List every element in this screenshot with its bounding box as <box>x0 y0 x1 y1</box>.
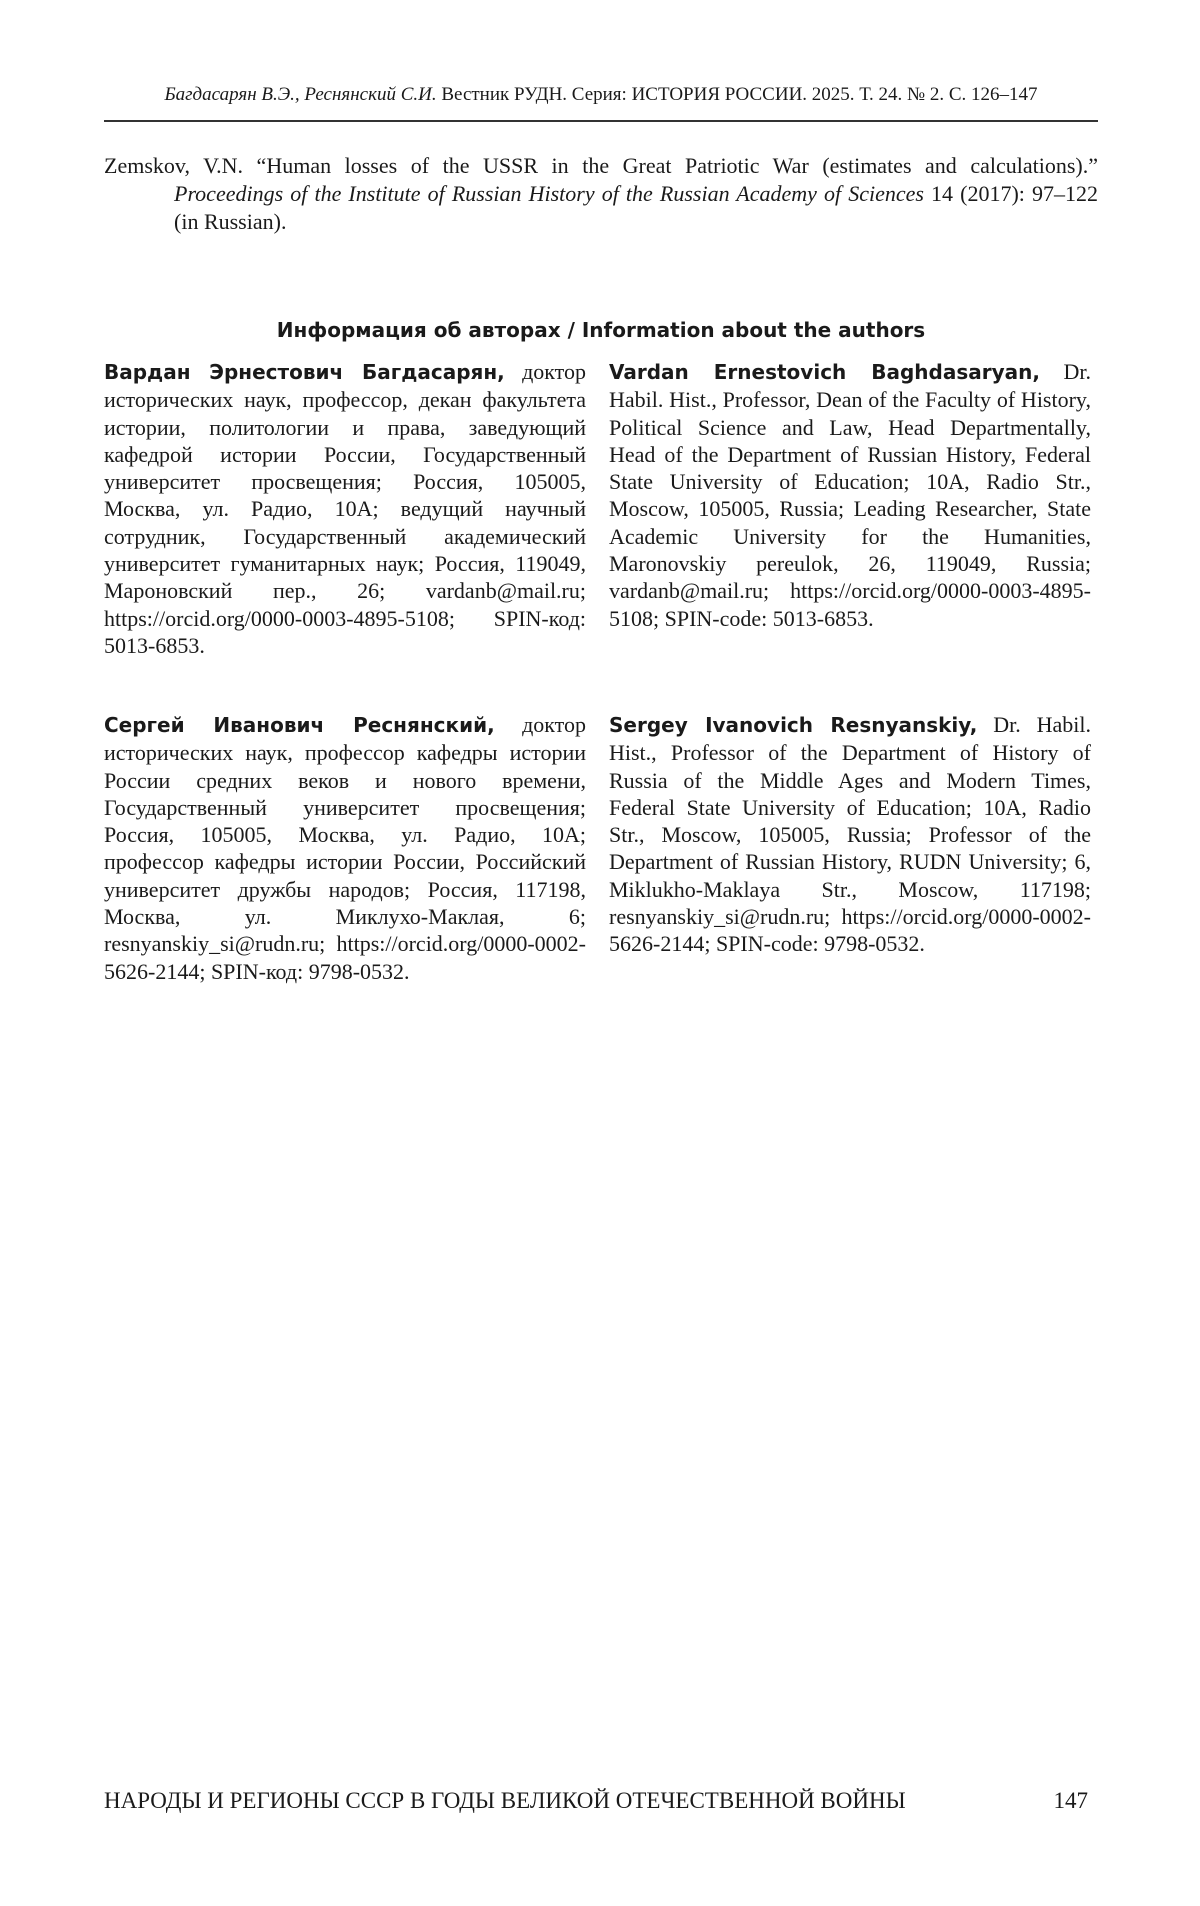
header-citation: Вестник РУДН. Серия: ИСТОРИЯ РОССИИ. 2025. Т. 24. № 2. С. 126–147 <box>441 84 1038 105</box>
author-name: Vardan Ernestovich Baghdasaryan, <box>609 360 1040 384</box>
reference-entry <box>104 152 1098 236</box>
header-rule <box>104 120 1098 122</box>
reference-text: Zemskov, V.N. “Human losses of the USSR in the Great Patriotic War (estimates and calculations).” <box>104 153 1098 178</box>
running-header <box>104 82 1098 108</box>
author-bio: доктор исторических наук, профессор кафедры истории России средних веков и нового времени, Государственный университет просвещения; Россия, 105005, Москва, ул. Радио, 10А; профессор кафедры истории России, Российский университет дружбы народов; Россия, 117198, Москва, ул. Миклухо-Маклая, 6; resnyanskiy_si@rudn.ru; https://orcid.org/0000-0002-5626-2144; SPIN-код: 9798-0532. <box>104 712 586 984</box>
page-number: 147 <box>1053 1788 1088 1813</box>
reference-details: 14 (2017): 97–122 (in Russian). <box>174 181 1099 234</box>
author-name: Sergey Ivanovich Resnyanskiy, <box>609 713 978 737</box>
reference-journal: Proceedings of the Institute of Russian History of the Russian Academy of Sciences <box>174 181 924 206</box>
author-bio: Dr. Habil. Hist., Professor, Dean of the Faculty of History, Political Science and Law, Head Departmentally, Head of the Department of Russian History, Federal State University of Education; 10A, Radio Str., Moscow, 105005, Russia; Leading Researcher, State Academic University for the Humanities, Maronovskiy pereulok, 26, 119049, Russia; vardanb@mail.ru; https://orcid.org/0000-0003-4895-5108; SPIN-code: 5013-6853. <box>609 359 1092 631</box>
header-authors: Багдасарян В.Э., Реснянский С.И. <box>164 84 437 105</box>
author-2-ru <box>104 711 586 985</box>
author-bio: доктор исторических наук, профессор, декан факультета истории, политологии и права, заведующий кафедрой истории России, Государственный университет просвещения; Россия, 105005, Москва, ул. Радио, 10А; ведущий научный сотрудник, Государственный академический университет гуманитарных наук; Россия, 119049, Мароновский пер., 26; vardanb@mail.ru; https://orcid.org/0000-0003-4895-5108; SPIN-код: 5013-6853. <box>104 359 586 658</box>
author-2-en <box>609 711 1091 958</box>
author-1-ru <box>104 358 586 659</box>
author-1-en <box>609 358 1091 632</box>
author-name: Сергей Иванович Реснянский, <box>104 713 495 737</box>
section-heading: Информация об авторах / Information about the authors <box>276 318 926 342</box>
footer-section-title: НАРОДЫ И РЕГИОНЫ СССР В ГОДЫ ВЕЛИКОЙ ОТЕЧЕСТВЕННОЙ ВОЙНЫ <box>104 1788 906 1813</box>
author-name: Вардан Эрнестович Багдасарян, <box>104 360 505 384</box>
author-bio: Dr. Habil. Hist., Professor of the Department of History of Russia of the Middle Ages and Modern Times, Federal State University of Education; 10A, Radio Str., Moscow, 105005, Russia; Professor of the Department of Russian History, RUDN University; 6, Miklukho-Maklaya Str., Moscow, 117198; resnyanskiy_si@rudn.ru; https://orcid.org/0000-0002-5626-2144; SPIN-code: 9798-0532. <box>609 712 1091 957</box>
